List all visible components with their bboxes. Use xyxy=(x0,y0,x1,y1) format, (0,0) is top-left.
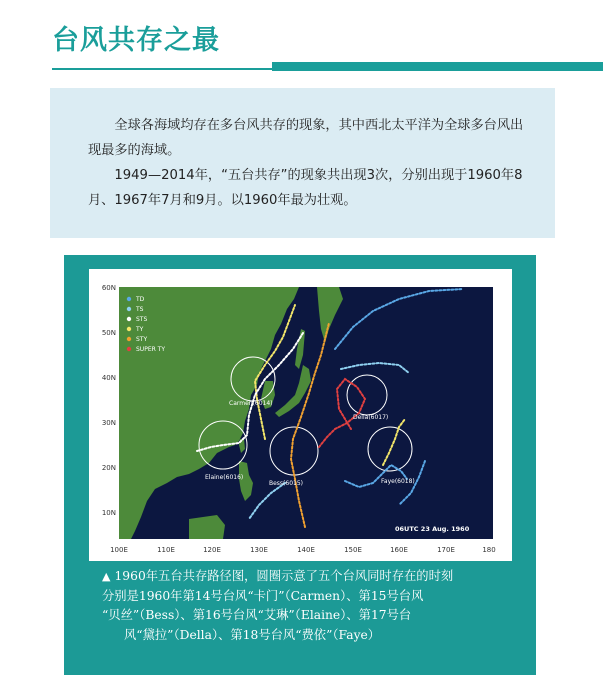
x-tick-160e: 160E xyxy=(390,546,408,554)
map-canvas xyxy=(89,269,512,561)
caption-line-1 xyxy=(102,567,522,587)
y-tick-30n: 30N xyxy=(101,419,116,427)
triangle-icon: ▲ xyxy=(102,570,111,583)
typhoon-track-map xyxy=(89,269,512,561)
label-elaine: Elaine(6016) xyxy=(205,474,244,481)
label-faye: Faye(6018) xyxy=(381,478,415,485)
legend-ts: TS xyxy=(136,306,144,313)
label-della: Della(6017) xyxy=(353,414,389,421)
x-tick-100e: 100E xyxy=(110,546,128,554)
y-tick-50n: 50N xyxy=(101,329,116,337)
x-tick-120e: 120E xyxy=(203,546,221,554)
land-borneo xyxy=(189,515,225,539)
caption-line-4: 风“黛拉”（Della）、第18号台风“费依”（Faye） xyxy=(124,627,381,642)
legend-ty: TY xyxy=(136,326,144,333)
y-tick-40n: 40N xyxy=(101,374,116,382)
figure-panel xyxy=(64,255,536,675)
intro-box xyxy=(50,88,555,238)
label-bess: Bess(6015) xyxy=(269,480,304,487)
figure-caption xyxy=(102,567,522,645)
map-timestamp: 06UTC 23 Aug. 1960 xyxy=(395,525,470,533)
title-underline xyxy=(52,68,272,70)
caption-line-2: 分别是1960年第14号台风“卡门”（Carmen）、第15号台风 xyxy=(102,588,424,603)
page-title: 台风共存之最 xyxy=(52,25,220,56)
legend-td: TD xyxy=(136,296,145,303)
y-tick-10n: 10N xyxy=(101,509,116,517)
x-tick-180: 180 xyxy=(482,546,496,554)
x-tick-130e: 130E xyxy=(250,546,268,554)
title-accent-bar xyxy=(272,62,603,71)
intro-paragraph-1: 全球各海域均存在多台风共存的现象，其中西北太平洋为全球多台风出现最多的海域。 xyxy=(88,118,524,158)
legend-super-ty: SUPER TY xyxy=(136,346,166,353)
legend-sts: STS xyxy=(136,316,148,323)
y-tick-20n: 20N xyxy=(101,464,116,472)
x-tick-170e: 170E xyxy=(437,546,455,554)
legend-sty: STY xyxy=(136,336,148,343)
x-tick-110e: 110E xyxy=(157,546,175,554)
caption-text-1: 1960年五台共存路径图，圆圈示意了五个台风同时存在的时刻 xyxy=(114,569,454,583)
y-tick-60n: 60N xyxy=(101,284,116,292)
x-tick-140e: 140E xyxy=(297,546,315,554)
intro-paragraph-2: 1949—2014年，“五台共存”的现象共出现3次，分别出现于1960年8月、1967年7月和9月。以1960年最为壮观。 xyxy=(88,168,523,208)
label-carmen: Carmen(6014) xyxy=(229,400,273,407)
x-tick-150e: 150E xyxy=(344,546,362,554)
caption-line-3: “贝丝”（Bess）、第16号台风“艾琳”（Elaine）、第17号台 xyxy=(102,608,412,622)
